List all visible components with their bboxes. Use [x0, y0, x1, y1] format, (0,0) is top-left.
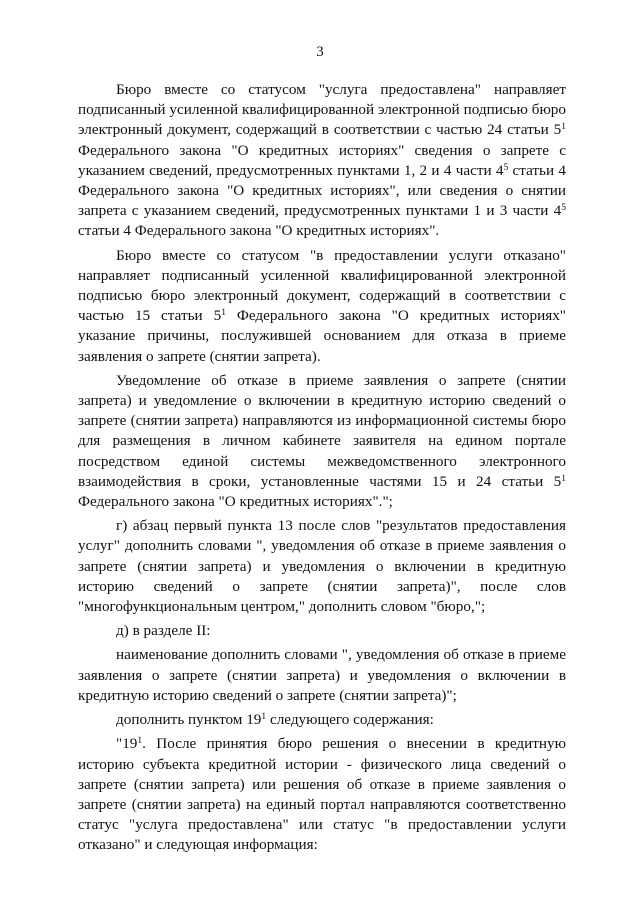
superscript: 1: [137, 736, 143, 747]
text-segment: статьи 4 Федерального закона "О кредитных историях", или сведения о снятии запрета с указанием сведений, предусмотренных пунктами 1 и 3 части 4: [78, 161, 566, 220]
text-segment: наименование дополнить словами ", уведомления об отказе в приеме заявления о запрете (снятии запрета) и уведомления о включении в кредитную историю сведений о запрете (снятии запрета)";: [78, 646, 566, 704]
text-segment: следующего содержания:: [266, 711, 434, 729]
paragraph-p5: [78, 621, 566, 641]
paragraph-p4: [78, 516, 566, 617]
superscript: 1: [561, 473, 566, 484]
paragraph-p2: [78, 246, 566, 367]
superscript: 1: [261, 712, 267, 723]
text-segment: статьи 4 Федерального закона "О кредитных историях".: [78, 222, 440, 240]
superscript: 1: [561, 122, 566, 133]
superscript: 5: [561, 203, 566, 214]
superscript: 1: [221, 308, 226, 319]
superscript: 5: [503, 162, 509, 173]
text-segment: г) абзац первый пункта 13 после слов "результатов предоставления услуг" дополнить словами ", уведомления об отказе в приеме заявления о запрете (снятии запрета) и уведомления о включении в кредитную историю сведений о запрете (снятии запрета)", после слов "многофункциональным центром," дополнить словом "бюро,";: [78, 517, 566, 616]
paragraph-p6: [78, 645, 566, 706]
paragraph-p1: [78, 80, 566, 242]
text-segment: Бюро вместе со статусом "услуга предоставлена" направляет подписанный усиленной квалифицированной электронной подписью бюро электронный документ, содержащий в соответствии с частью 24 статьи 5: [78, 81, 566, 139]
text-segment: Федерального закона "О кредитных историях" указание причины, послужившей основанием для отказа в приеме заявления о запрете (снятии запрета).: [78, 307, 566, 365]
text-segment: Федерального закона "О кредитных историях".";: [78, 493, 393, 511]
text-segment: дополнить пунктом 19: [116, 711, 262, 729]
text-segment: "19: [116, 735, 138, 753]
paragraph-p8: [78, 734, 566, 855]
page-number: 3: [316, 44, 324, 60]
text-segment: . После принятия бюро решения о внесении в кредитную историю субъекта кредитной истории - физического лица сведений о запрете (снятии запрета) или решения об отказе в приеме заявления о запрете (снятии запрета) на единый портал направляются соответственно статус "услуга предоставлена" или статус "в предоставлении услуги отказано" и следующая информация:: [78, 735, 566, 854]
document-body: [78, 80, 566, 860]
text-segment: Федерального закона "О кредитных историях" сведения о запрете с указанием сведений, предусмотренных пунктами 1, 2 и 4 части 4: [78, 141, 566, 179]
paragraph-p3: [78, 371, 566, 512]
text-segment: Уведомление об отказе в приеме заявления о запрете (снятии запрета) и уведомление о включении в кредитную историю сведений о запрете (снятии запрета) направляются из информационной системы бюро для размещения в личном кабинете заявителя на едином портале посредством единой системы межведомственного электронного взаимодействия в сроки, установленные частями 15 и 24 статьи 5: [78, 371, 566, 490]
paragraph-p7: [78, 710, 566, 730]
text-segment: Бюро вместе со статусом "в предоставлении услуги отказано" направляет подписанный усиленной квалифицированной электронной подписью бюро электронный документ, содержащий в соответствии с частью 15 статьи 5: [78, 246, 566, 325]
text-segment: д) в разделе II:: [116, 622, 211, 640]
